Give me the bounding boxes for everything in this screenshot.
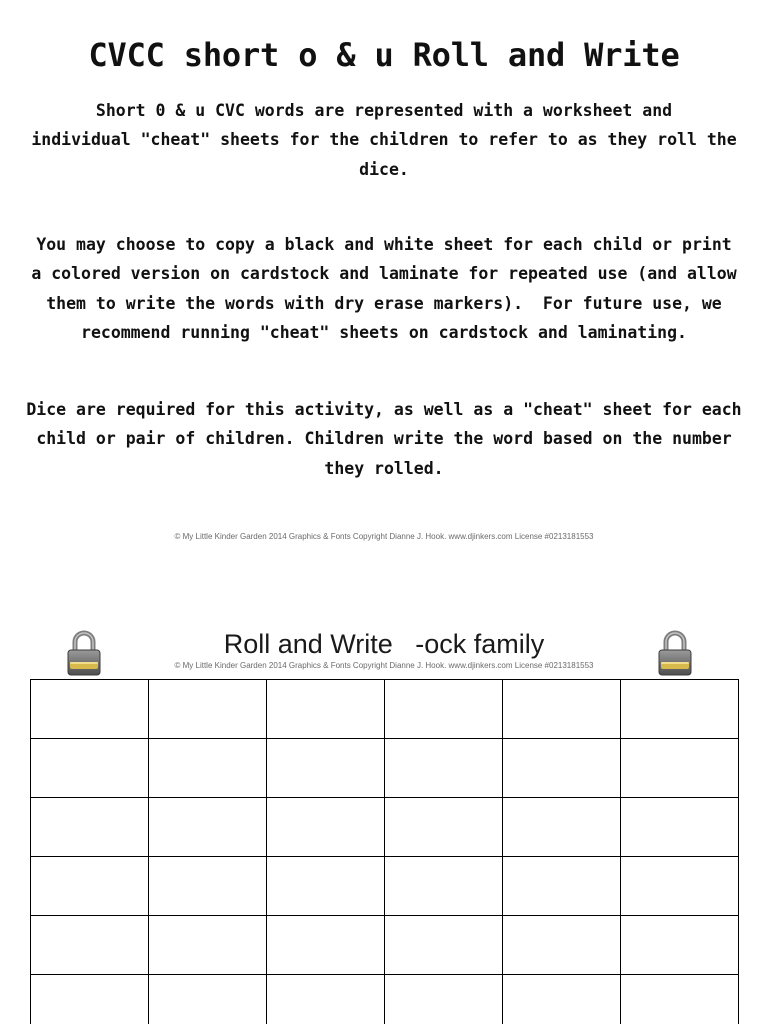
grid-cell: [149, 857, 267, 916]
grid-cell: [621, 798, 739, 857]
grid-cell: [621, 857, 739, 916]
grid-cell: [503, 680, 621, 739]
intro-paragraph-1: [0, 96, 768, 184]
grid-cell: [149, 680, 267, 739]
grid-cell: [267, 857, 385, 916]
paragraph-line: a colored version on cardstock and laminate for repeated use (and allow: [31, 264, 737, 284]
intro-paragraph-3: [0, 395, 768, 483]
paragraph-line: recommend running "cheat" sheets on cardstock and laminating.: [81, 322, 687, 342]
paragraph-line: dice.: [359, 159, 409, 179]
grid-cell: [621, 680, 739, 739]
grid-cell: [267, 739, 385, 798]
paragraph-line: them to write the words with dry erase markers). For future use, we: [46, 293, 722, 313]
roll-and-write-grid: [30, 679, 739, 1024]
activity-title: Roll and Write -ock family: [223, 629, 545, 659]
paragraph-line: individual "cheat" sheets for the children to refer to as they roll the: [31, 130, 737, 150]
grid-cell: [385, 739, 503, 798]
grid-cell: [621, 975, 739, 1024]
paragraph-line: Short 0 & u CVC words are represented with a worksheet and: [95, 101, 673, 120]
grid-cell: [149, 916, 267, 975]
grid-cell: [385, 975, 503, 1024]
grid-cell: [31, 798, 149, 857]
grid-cell: [149, 975, 267, 1024]
paragraph-line: Dice are required for this activity, as well as a "cheat" sheet for each: [26, 400, 742, 419]
activity-copyright-notice: © My Little Kinder Garden 2014 Graphics & Fonts Copyright Dianne J. Hook. www.djinkers.com License #0213181553: [174, 661, 594, 670]
grid-cell: [503, 739, 621, 798]
grid-cell: [267, 680, 385, 739]
grid-cell: [385, 916, 503, 975]
grid-cell: [149, 798, 267, 857]
grid-cell: [503, 857, 621, 916]
grid-cell: [267, 916, 385, 975]
grid-cell: [621, 916, 739, 975]
grid-cell: [31, 680, 149, 739]
page-title: CVCC short o & u Roll and Write: [88, 36, 680, 74]
intro-paragraph-2: [0, 230, 768, 347]
grid-cell: [31, 739, 149, 798]
grid-cell: [149, 739, 267, 798]
grid-cell: [267, 798, 385, 857]
grid-cell: [385, 680, 503, 739]
paragraph-line: they rolled.: [324, 458, 444, 478]
paragraph-line: child or pair of children. Children write the word based on the number: [36, 429, 732, 449]
grid-cell: [503, 798, 621, 857]
grid-cell: [267, 975, 385, 1024]
grid-cell: [31, 857, 149, 916]
grid-cell: [503, 975, 621, 1024]
grid-cell: [31, 916, 149, 975]
grid-cell: [31, 975, 149, 1024]
grid-cell: [385, 857, 503, 916]
copyright-notice: © My Little Kinder Garden 2014 Graphics & Fonts Copyright Dianne J. Hook. www.djinkers.com License #0213181553: [174, 532, 594, 541]
paragraph-line: You may choose to copy a black and white sheet for each child or print: [36, 235, 732, 254]
grid-cell: [503, 916, 621, 975]
grid-cell: [385, 798, 503, 857]
grid-cell: [621, 739, 739, 798]
